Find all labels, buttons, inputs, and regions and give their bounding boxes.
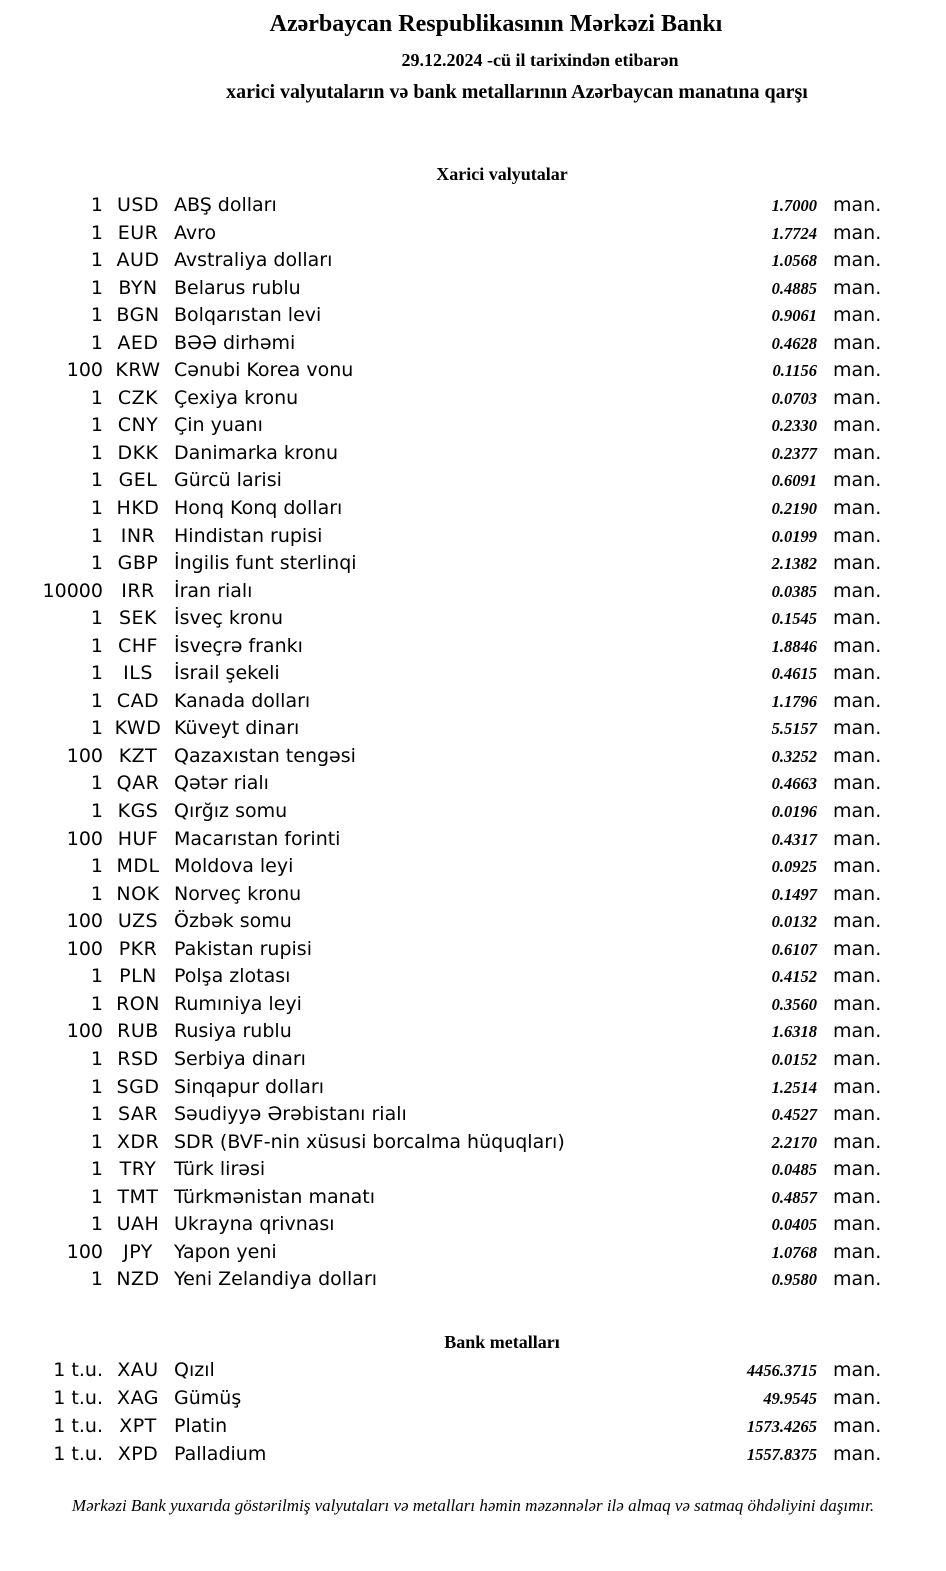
currency-row: [0, 578, 946, 606]
manat-unit-label: man.: [833, 607, 882, 630]
currency-code: NZD: [116, 1268, 160, 1291]
currency-code: BGN: [116, 304, 160, 327]
currency-row: [0, 467, 946, 495]
manat-unit-label: man.: [833, 276, 882, 299]
manat-unit-label: man.: [833, 772, 882, 795]
currency-code: SAR: [117, 1103, 159, 1126]
currency-row: [0, 550, 946, 578]
currency-rate: 0.1497: [771, 884, 817, 904]
currency-name: Gürcü larisi: [174, 469, 282, 492]
currency-row: [0, 440, 946, 468]
manat-unit-label: man.: [833, 689, 882, 712]
metal-rate: 1573.4265: [746, 1416, 817, 1436]
currency-name: Macarıstan forinti: [174, 827, 341, 850]
manat-unit-label: man.: [833, 1158, 882, 1181]
currency-rate: 0.0703: [771, 388, 817, 408]
manat-unit-label: man.: [833, 882, 882, 905]
metal-code: XAG: [117, 1386, 159, 1409]
metal-quantity: 1 t.u.: [53, 1442, 103, 1465]
currency-rate: 1.6318: [771, 1022, 817, 1042]
currency-row: [0, 770, 946, 798]
currency-code: DKK: [117, 441, 159, 464]
currency-code: GEL: [118, 469, 158, 492]
manat-unit-label: man.: [833, 304, 882, 327]
currency-quantity: 1: [90, 1075, 103, 1098]
currency-name: Yeni Zelandiya dolları: [174, 1268, 378, 1291]
metal-name: Palladium: [174, 1442, 267, 1465]
currency-code: ILS: [123, 662, 153, 685]
currency-quantity: 1: [90, 1158, 103, 1181]
currency-row: [0, 275, 946, 303]
currency-code: AUD: [116, 249, 160, 272]
currency-name: Özbək somu: [174, 910, 292, 933]
manat-unit-label: man.: [833, 800, 882, 823]
manat-unit-label: man.: [833, 634, 882, 657]
currency-row: [0, 495, 946, 523]
currency-code: JPY: [123, 1240, 153, 1263]
currency-row: [0, 1101, 946, 1129]
currency-name: Rusiya rublu: [174, 1020, 292, 1043]
currency-quantity: 100: [66, 1020, 103, 1043]
metal-quantity: 1 t.u.: [53, 1414, 103, 1437]
currency-rate: 1.0568: [771, 251, 817, 271]
currency-name: Avstraliya dolları: [174, 249, 333, 272]
currency-rate: 0.0925: [771, 857, 817, 877]
currency-rate: 0.2377: [771, 443, 817, 463]
currency-row: [0, 991, 946, 1019]
currency-quantity: 1: [90, 1268, 103, 1291]
currency-name: İngilis funt sterlinqi: [174, 552, 357, 575]
currency-row: [0, 826, 946, 854]
manat-unit-label: man.: [833, 552, 882, 575]
page-title: Azərbaycan Respublikasının Mərkəzi Bankı: [269, 11, 723, 37]
currency-row: [0, 1239, 946, 1267]
manat-unit-label: man.: [833, 1442, 882, 1465]
currency-rate: 0.0385: [771, 581, 817, 601]
currency-row: [0, 881, 946, 909]
currency-rate: 1.1796: [771, 691, 817, 711]
currency-row: [0, 1184, 946, 1212]
currency-code: HUF: [117, 827, 159, 850]
currency-name: Hindistan rupisi: [174, 524, 323, 547]
currency-code: NOK: [116, 882, 160, 905]
metal-row: [0, 1440, 946, 1468]
manat-unit-label: man.: [833, 1268, 882, 1291]
currency-quantity: 1: [90, 1185, 103, 1208]
metal-row: [0, 1356, 946, 1384]
currency-name: Cənubi Korea vonu: [174, 359, 354, 382]
currency-quantity: 1: [90, 304, 103, 327]
currency-row: [0, 385, 946, 413]
currency-name: Ukrayna qrivnası: [174, 1213, 335, 1236]
currency-rate: 0.6107: [771, 939, 817, 959]
currency-name: Danimarka kronu: [174, 441, 339, 464]
currency-rate: 0.3252: [771, 746, 817, 766]
obligation-note: Mərkəzi Bank yuxarıda göstərilmiş valyutaları və metalları həmin məzənnələr ilə almaq və satmaq öhdəliyini daşımır.: [71, 1495, 875, 1515]
currency-quantity: 1: [90, 992, 103, 1015]
currency-name: İsrail şekeli: [174, 662, 280, 685]
currency-name: Kanada dolları: [174, 689, 311, 712]
currency-quantity: 1: [90, 331, 103, 354]
currency-code: PKR: [118, 937, 158, 960]
currency-quantity: 10000: [42, 579, 103, 602]
currency-quantity: 1: [90, 552, 103, 575]
currency-quantity: 1: [90, 855, 103, 878]
manat-unit-label: man.: [833, 1047, 882, 1070]
currency-row: [0, 633, 946, 661]
currency-code: IRR: [121, 579, 155, 602]
bulletin-footer: [0, 1496, 946, 1516]
manat-unit-label: man.: [833, 855, 882, 878]
currency-code: EUR: [117, 221, 159, 244]
currency-rate: 0.1545: [771, 609, 817, 629]
currency-name: İsveç kronu: [174, 607, 284, 630]
currency-code: INR: [120, 524, 156, 547]
currency-quantity: 1: [90, 221, 103, 244]
currency-code: UAH: [116, 1213, 160, 1236]
currency-name: Yapon yeni: [174, 1240, 277, 1263]
manat-unit-label: man.: [833, 331, 882, 354]
manat-unit-label: man.: [833, 827, 882, 850]
currency-rate: 0.2330: [771, 416, 817, 436]
manat-unit-label: man.: [833, 524, 882, 547]
manat-unit-label: man.: [833, 1130, 882, 1153]
currency-code: UZS: [117, 910, 159, 933]
currency-code: CAD: [116, 689, 160, 712]
currency-rate: 1.7724: [771, 223, 817, 243]
currency-rate: 2.1382: [771, 554, 817, 574]
currency-quantity: 1: [90, 634, 103, 657]
currency-name: Serbiya dinarı: [174, 1047, 306, 1070]
currency-name: Honq Konq dolları: [174, 497, 343, 520]
manat-unit-label: man.: [833, 937, 882, 960]
currency-row: [0, 715, 946, 743]
currency-row: [0, 357, 946, 385]
currency-name: Qırğız somu: [174, 800, 288, 823]
currency-code: GBP: [117, 552, 159, 575]
currency-name: Türkmənistan manatı: [174, 1185, 376, 1208]
currency-code: RSD: [117, 1047, 159, 1070]
currency-rate: 1.2514: [771, 1077, 817, 1097]
currency-quantity: 1: [90, 717, 103, 740]
currency-row: [0, 302, 946, 330]
currency-rate: 0.4885: [771, 278, 817, 298]
currency-name: Polşa zlotası: [174, 965, 291, 988]
currency-rate: 0.4857: [771, 1187, 817, 1207]
currency-quantity: 1: [90, 386, 103, 409]
currency-name: Çexiya kronu: [174, 386, 299, 409]
currency-code: QAR: [116, 772, 160, 795]
currency-rate: 0.4628: [771, 333, 817, 353]
currency-quantity: 100: [66, 827, 103, 850]
manat-unit-label: man.: [833, 386, 882, 409]
currency-row: [0, 908, 946, 936]
manat-unit-label: man.: [833, 579, 882, 602]
effective-date: 29.12.2024 -cü il tarixindən etibarən: [401, 50, 679, 70]
metal-name: Qızıl: [174, 1358, 215, 1381]
currency-quantity: 1: [90, 1130, 103, 1153]
manat-unit-label: man.: [833, 469, 882, 492]
currency-row: [0, 743, 946, 771]
manat-unit-label: man.: [833, 414, 882, 437]
currency-rate: 0.4615: [771, 664, 817, 684]
manat-unit-label: man.: [833, 662, 882, 685]
bulletin-header: [0, 0, 946, 103]
currency-rate: 5.5157: [771, 719, 817, 739]
manat-unit-label: man.: [833, 1020, 882, 1043]
currency-name: BƏƏ dirhəmi: [174, 331, 296, 354]
currency-rate: 0.1156: [772, 361, 817, 381]
currency-quantity: 1: [90, 1213, 103, 1236]
currency-quantity: 1: [90, 662, 103, 685]
metal-quantity: 1 t.u.: [53, 1358, 103, 1381]
manat-unit-label: man.: [833, 1240, 882, 1263]
currency-row: [0, 220, 946, 248]
currency-rate: 1.7000: [771, 196, 817, 215]
metal-name: Gümüş: [174, 1386, 242, 1409]
manat-unit-label: man.: [833, 910, 882, 933]
currency-code: HKD: [116, 497, 160, 520]
currency-quantity: 100: [66, 910, 103, 933]
currency-row: [0, 1046, 946, 1074]
currency-name: Avro: [174, 221, 217, 244]
manat-unit-label: man.: [833, 221, 882, 244]
currency-code: CZK: [117, 386, 159, 409]
currency-quantity: 1: [90, 882, 103, 905]
currency-row: [0, 688, 946, 716]
currency-code: USD: [116, 194, 160, 216]
currency-code: CHF: [118, 634, 158, 657]
currency-quantity: 1: [90, 772, 103, 795]
currency-row: [0, 523, 946, 551]
manat-unit-label: man.: [833, 497, 882, 520]
metals-heading: Bank metalları: [444, 1331, 560, 1352]
currency-code: SGD: [116, 1075, 160, 1098]
currency-code: TMT: [117, 1185, 159, 1208]
currency-name: Norveç kronu: [174, 882, 302, 905]
currency-quantity: 1: [90, 1047, 103, 1070]
currency-quantity: 100: [66, 1240, 103, 1263]
currency-row: [0, 330, 946, 358]
currency-rate: 0.9061: [771, 306, 817, 326]
currency-rate: 1.8846: [771, 636, 817, 656]
currency-rate: 0.4663: [771, 774, 817, 794]
currency-name: Rumıniya leyi: [174, 992, 302, 1015]
currency-name: Səudiyyə Ərəbistanı rialı: [174, 1103, 407, 1126]
currency-name: Çin yuanı: [174, 414, 263, 437]
currency-rate: 0.0132: [771, 912, 817, 932]
currency-code: CNY: [117, 414, 159, 437]
metal-rate: 1557.8375: [746, 1444, 817, 1464]
currency-row: [0, 1211, 946, 1239]
manat-unit-label: man.: [833, 1075, 882, 1098]
currency-row: [0, 192, 946, 220]
currency-name: Qətər rialı: [174, 772, 269, 795]
currency-name: Küveyt dinarı: [174, 717, 300, 740]
bank-metals-section: [0, 1332, 946, 1468]
currency-name: İran rialı: [174, 579, 253, 602]
currency-quantity: 1: [90, 524, 103, 547]
currency-code: KRW: [115, 359, 161, 382]
metal-row: [0, 1412, 946, 1440]
currency-rate: 0.6091: [771, 471, 817, 491]
currency-rate: 0.4527: [771, 1105, 817, 1125]
currency-row: [0, 1156, 946, 1184]
currency-name: ABŞ dolları: [174, 194, 277, 216]
manat-unit-label: man.: [833, 1213, 882, 1236]
currency-name: SDR (BVF-nin xüsusi borcalma hüquqları): [174, 1130, 565, 1153]
currency-quantity: 100: [66, 359, 103, 382]
currency-name: Türk lirəsi: [174, 1158, 266, 1181]
metal-row: [0, 1384, 946, 1412]
currency-quantity: 1: [90, 607, 103, 630]
currency-row: [0, 963, 946, 991]
currency-quantity: 1: [90, 497, 103, 520]
manat-unit-label: man.: [833, 249, 882, 272]
metal-rate: 4456.3715: [746, 1360, 817, 1380]
currency-quantity: 1: [90, 249, 103, 272]
currency-code: KWD: [114, 717, 162, 740]
currency-name: Sinqapur dolları: [174, 1075, 325, 1098]
currency-quantity: 1: [90, 965, 103, 988]
currency-rate: 2.2170: [771, 1132, 817, 1152]
currency-rate: 0.2190: [771, 499, 817, 519]
currency-quantity: 1: [90, 469, 103, 492]
currency-quantity: 1: [90, 194, 103, 216]
currency-rate: 0.0196: [771, 802, 817, 822]
currency-row: [0, 798, 946, 826]
metals-table: [0, 1356, 946, 1468]
currency-rate: 0.9580: [771, 1270, 817, 1290]
currency-code: MDL: [116, 855, 160, 878]
currency-rate: 0.0199: [771, 526, 817, 546]
manat-unit-label: man.: [833, 1414, 882, 1437]
currency-code: BYN: [118, 276, 158, 299]
currency-rate: 0.0405: [771, 1215, 817, 1235]
currency-code: XDR: [116, 1130, 160, 1153]
currency-row: [0, 660, 946, 688]
manat-unit-label: man.: [833, 965, 882, 988]
manat-unit-label: man.: [833, 992, 882, 1015]
currency-rate: 0.3560: [771, 994, 817, 1014]
currency-row: [0, 1129, 946, 1157]
currency-row: [0, 936, 946, 964]
currency-name: Belarus rublu: [174, 276, 301, 299]
currency-code: RON: [116, 992, 160, 1015]
metal-rate: 49.9545: [763, 1388, 817, 1408]
bulletin-subtitle: xarici valyutaların və bank metallarının Azərbaycan manatına qarşı: [226, 81, 808, 103]
metal-code: XPD: [117, 1442, 159, 1465]
currency-quantity: 1: [90, 689, 103, 712]
metal-quantity: 1 t.u.: [53, 1386, 103, 1409]
manat-unit-label: man.: [833, 1386, 882, 1409]
currency-rate: 0.4152: [771, 967, 817, 987]
currency-row: [0, 247, 946, 275]
currency-table: [0, 192, 946, 1294]
currency-code: KZT: [118, 744, 158, 767]
currency-name: Bolqarıstan levi: [174, 304, 322, 327]
manat-unit-label: man.: [833, 1103, 882, 1126]
currency-rate: 1.0768: [771, 1242, 817, 1262]
currency-code: PLN: [119, 965, 157, 988]
manat-unit-label: man.: [833, 1185, 882, 1208]
currency-quantity: 100: [66, 744, 103, 767]
manat-unit-label: man.: [833, 441, 882, 464]
manat-unit-label: man.: [833, 744, 882, 767]
currency-name: Pakistan rupisi: [174, 937, 312, 960]
currency-rate: 0.0485: [771, 1160, 817, 1180]
currencies-heading: Xarici valyutalar: [436, 164, 568, 184]
manat-unit-label: man.: [833, 717, 882, 740]
currency-row: [0, 1074, 946, 1102]
metal-name: Platin: [174, 1414, 228, 1437]
currency-code: SEK: [118, 607, 158, 630]
currency-quantity: 1: [90, 276, 103, 299]
currency-code: AED: [117, 331, 159, 354]
foreign-currencies-section: [0, 164, 946, 1294]
metal-code: XAU: [117, 1358, 159, 1381]
currency-quantity: 1: [90, 441, 103, 464]
currency-row: [0, 853, 946, 881]
currency-code: RUB: [117, 1020, 159, 1043]
currency-code: KGS: [117, 800, 159, 823]
currency-rate: 0.0152: [771, 1049, 817, 1069]
currency-quantity: 1: [90, 1103, 103, 1126]
currency-quantity: 1: [90, 414, 103, 437]
currency-rate: 0.4317: [771, 829, 817, 849]
currency-name: Moldova leyi: [174, 855, 294, 878]
currency-quantity: 100: [66, 937, 103, 960]
currency-quantity: 1: [90, 800, 103, 823]
manat-unit-label: man.: [833, 1358, 882, 1381]
metal-code: XPT: [119, 1414, 157, 1437]
currency-row: [0, 412, 946, 440]
currency-name: Qazaxıstan tengəsi: [174, 744, 356, 767]
manat-unit-label: man.: [833, 194, 882, 216]
manat-unit-label: man.: [833, 359, 882, 382]
currency-row: [0, 1018, 946, 1046]
currency-name: İsveçrə frankı: [174, 634, 303, 657]
currency-row: [0, 1266, 946, 1294]
currency-code: TRY: [119, 1158, 157, 1181]
currency-row: [0, 605, 946, 633]
